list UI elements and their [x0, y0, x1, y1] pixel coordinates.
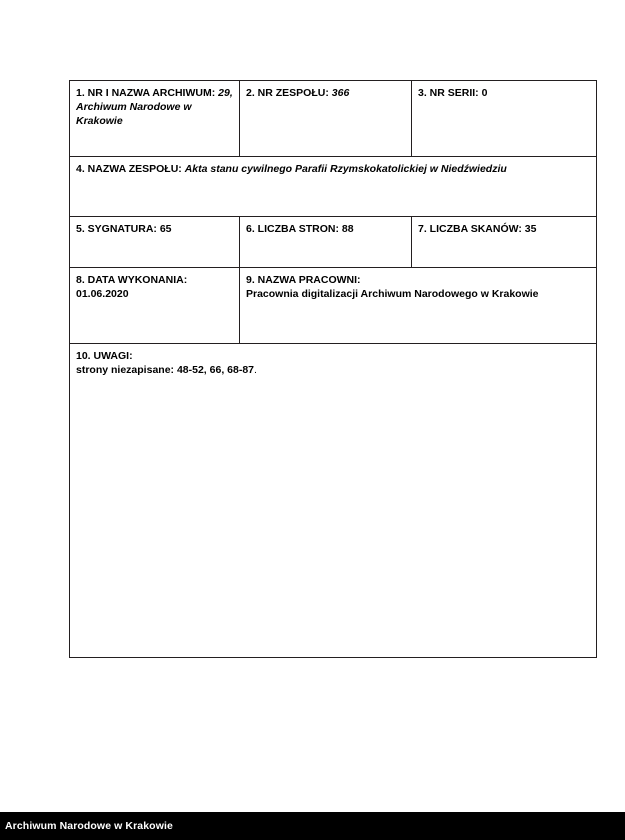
table-row [70, 268, 597, 344]
field-cell-fonds-name [70, 157, 597, 217]
field-value-archive: 29, Archiwum Narodowe w Krakowie [76, 87, 233, 127]
field-value-page-count: 88 [341, 223, 354, 235]
field-cell-execution-date [70, 268, 240, 344]
footer-institution-name: Archiwum Narodowe w Krakowie [5, 820, 173, 832]
footer-bar [0, 812, 625, 840]
field-value-series-number: 0 [481, 87, 488, 99]
field-value-signature: 65 [159, 223, 172, 235]
field-label-scan-count: 7. LICZBA SKANÓW: [418, 223, 522, 235]
field-cell-scan-count [412, 217, 597, 268]
field-value-execution-date: 01.06.2020 [76, 288, 129, 300]
field-label-fonds-name: 4. NAZWA ZESPOŁU: [76, 163, 182, 175]
field-value-fonds-number: 366 [331, 87, 350, 99]
field-value-scan-count: 35 [524, 223, 537, 235]
field-cell-fonds-number [240, 81, 412, 157]
field-label-remarks: 10. UWAGI: [76, 350, 133, 362]
field-value-workshop-name: Pracownia digitalizacji Archiwum Narodowego w Krakowie [246, 288, 539, 300]
table-row [70, 157, 597, 217]
field-value-remarks-period: . [254, 364, 257, 376]
field-value-remarks [76, 363, 590, 377]
field-label-page-count: 6. LICZBA STRON: [246, 223, 339, 235]
table-row [70, 344, 597, 658]
field-cell-remarks [70, 344, 597, 658]
field-label-execution-date: 8. DATA WYKONANIA: [76, 274, 188, 286]
field-label-signature: 5. SYGNATURA: [76, 223, 157, 235]
field-value-fonds-name: Akta stanu cywilnego Parafii Rzymskokatolickiej w Niedźwiedziu [184, 163, 507, 175]
field-cell-signature [70, 217, 240, 268]
field-label-series-number: 3. NR SERII: [418, 87, 479, 99]
metric-form-table [69, 80, 597, 658]
field-cell-series-number [412, 81, 597, 157]
field-cell-workshop-name [240, 268, 597, 344]
field-label-fonds-number: 2. NR ZESPOŁU: [246, 87, 329, 99]
table-row [70, 217, 597, 268]
field-value-remarks-text: strony niezapisane: 48-52, 66, 68-87 [76, 364, 255, 376]
field-cell-page-count [240, 217, 412, 268]
field-label-workshop-name: 9. NAZWA PRACOWNI: [246, 274, 361, 286]
field-label-archive: 1. NR I NAZWA ARCHIWUM: [76, 87, 216, 99]
table-row [70, 81, 597, 157]
field-cell-archive [70, 81, 240, 157]
